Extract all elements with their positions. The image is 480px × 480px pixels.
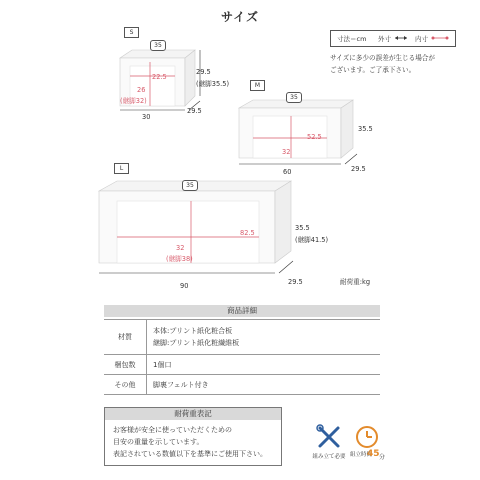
clock-icon (354, 424, 380, 450)
size-badge-l: L (114, 163, 129, 174)
assembly-time: 組立時間 (350, 452, 373, 458)
legend-outer: 外寸 (378, 35, 391, 43)
s-width: 30 (142, 113, 151, 121)
legend-inner: 内寸 (415, 35, 428, 43)
assembly-label: 組み立て必要 (312, 454, 346, 460)
assembly-tools-icon (316, 424, 342, 450)
assembly-time-value: 45 (367, 449, 380, 459)
inner-arrow-icon (431, 35, 449, 41)
l-height: 35.5 (295, 224, 310, 232)
size-badge-s: S (124, 27, 139, 38)
s-inner-height-sub: (継脚32) (120, 97, 147, 105)
dimension-legend (330, 30, 456, 47)
l-height-sub: (継脚41.5) (295, 236, 329, 244)
weight-icon-s: 35 (150, 40, 166, 51)
s-height: 29.5 (196, 68, 211, 76)
m-height: 35.5 (358, 125, 373, 133)
load-notice-box: 耐荷重表記 お客様が安全に使っていただくための 目安の重量を示しています。 表記されている数値以下を基準にご使用下さい。 (104, 407, 282, 466)
m-width: 60 (283, 168, 292, 176)
row-value: 脚裏フェルト付き (147, 375, 381, 395)
outer-arrow-icon (394, 35, 408, 41)
row-label: 梱包数 (104, 355, 147, 375)
m-depth: 29.5 (351, 165, 366, 173)
row-value: 本体:プリント紙化粧合板 (153, 327, 233, 335)
legend-unit: 寸法＝cm (337, 35, 367, 43)
row-value: 継脚:プリント紙化粧繊維板 (153, 339, 240, 347)
m-inner-height: 32 (282, 148, 291, 156)
row-value: 1個口 (147, 355, 381, 375)
s-depth: 29.5 (187, 107, 202, 115)
table-row (104, 355, 380, 375)
s-height-sub: (継脚35.5) (196, 80, 230, 88)
s-inner-height: 26 (137, 86, 146, 94)
row-label: 材質 (104, 320, 147, 355)
size-note: サイズに多少の誤差が生じる場合が ございます。ご了承下さい。 (330, 54, 435, 74)
table-m-illustration (233, 92, 358, 172)
weight-icon-m: 35 (286, 92, 302, 103)
table-row (104, 320, 380, 355)
assembly-time-unit: 分 (379, 454, 386, 461)
page-title: サイズ (220, 10, 260, 24)
s-inner-width: 22.5 (152, 73, 167, 81)
l-inner-width: 82.5 (240, 229, 255, 237)
table-l-illustration (95, 175, 295, 285)
details-title: 商品詳細 (104, 305, 380, 317)
l-inner-height-sub: (継脚38) (166, 255, 193, 263)
l-depth: 29.5 (288, 278, 303, 286)
table-row (104, 375, 380, 395)
l-inner-height: 32 (176, 244, 185, 252)
load-unit-note: 耐荷重:kg (340, 278, 371, 286)
weight-icon-l: 35 (182, 180, 198, 191)
details-table (104, 319, 380, 395)
m-inner-width: 52.5 (307, 133, 322, 141)
row-label: その他 (104, 375, 147, 395)
l-width: 90 (180, 282, 189, 290)
load-notice-title: 耐荷重表記 (105, 408, 281, 420)
size-badge-m: M (250, 80, 265, 91)
